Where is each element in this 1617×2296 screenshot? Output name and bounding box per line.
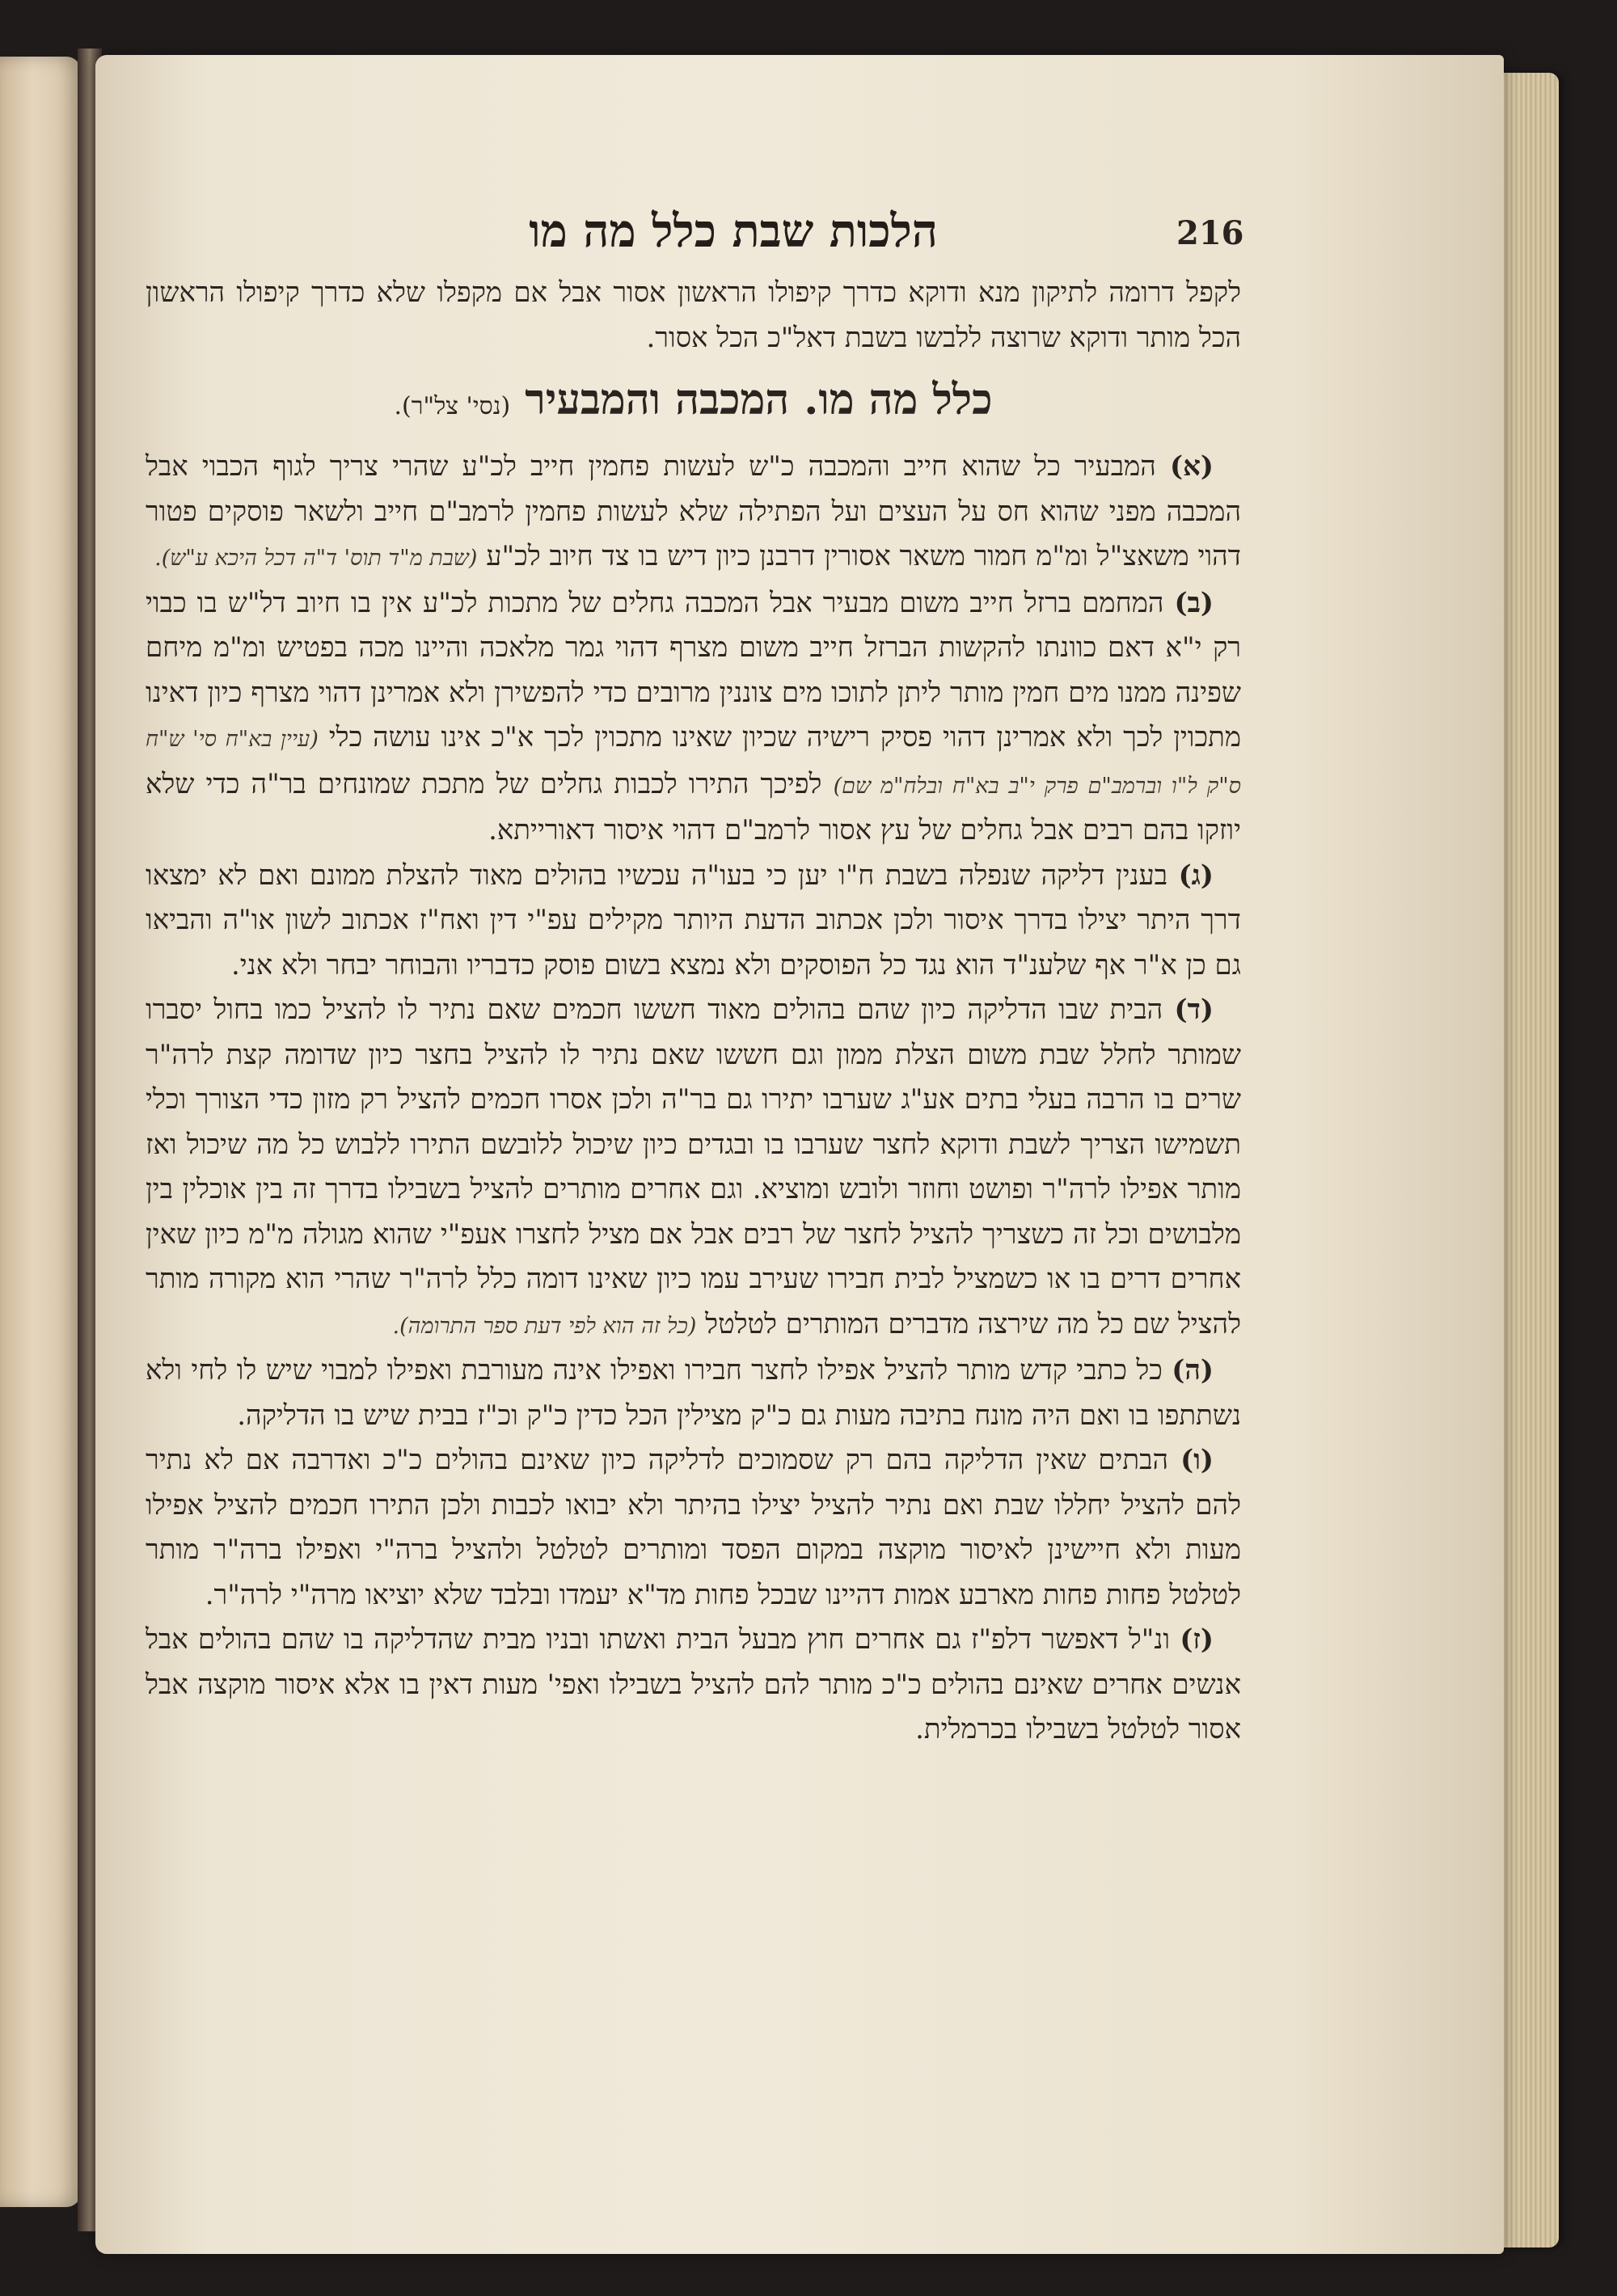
paragraph-text: הבתים שאין הדליקה בהם רק שסמוכים לדליקה כיון שאינם בהולים כ"כ ואדרבה אם לא נתיר להם להציל יחללו שבת ואם נתיר להציל יצילו בהיתר ולא יבואו לכבות ולכן התירו חכמים להציל אפילו מעות ולא חיישינן לאיסור מוקצה במקום הפסד ומותרים לטלטל ולהציל ברה"י ואפילו ברה"ר מותר לטלטל פחות פחות מארבע אמות דהיינו שבכל פחות מד"א יעמדו ובלבד שלא יוציאו מרה"י לרה"ר. <box>146 1444 1241 1611</box>
paragraph-text: המבעיר כל שהוא חייב והמכבה כ"ש לעשות פחמין חייב לכ"ע שהרי צריך לגוף הכבוי אבל המכבה מפני שהוא חס על העצים ועל הפתילה שלא לעשות פחמין לרמב"ם חייב ולשאר פוסקים פטור דהוי משאצ"ל ומ"מ חמור משאר אסורין דרבנן כיון דיש בו צד חיוב לכ"ע <box>146 450 1241 572</box>
paragraph-marker: (ה) <box>1172 1354 1214 1386</box>
paragraph-text: בענין דליקה שנפלה בשבת ח"ו יען כי בעו"ה עכשיו בהולים מאוד להצלת ממונם ואם לא ימצאו דרך היתר יצילו בדרך איסור ולכן אכתוב הדעת היותר מקילים עפ"י דין ואח"ז אכתוב לשון או"ה והביאו גם כן א"ר אף שלענ"ד הוא נגד כל הפוסקים ולא נמצא בשום פוסק כדבריו והבוחר יבחר ולא אני. <box>146 859 1241 981</box>
paragraph-zayin <box>146 1618 1241 1753</box>
intro-paragraph: לקפל דרומה לתיקון מנא ודוקא כדרך קיפולו הראשון אסור אבל אם מקפלו שלא כדרך קיפולו הראשון הכל מותר ודוקא שרוצה ללבשו בשבת דאל"כ הכל אסור. <box>146 276 1241 354</box>
paragraph-bet <box>146 581 1241 854</box>
paragraph-text: המחמם ברזל חייב משום מבעיר אבל המכבה גחלים של מתכות לכ"ע אין בו חיוב דל"ש בו כבוי רק י"א דאם כוונתו להקשות הברזל חייב משום מצרף דהוי גמר מלאכה והיינו מכה בפטיש ומ"מ מיחם שפינה ממנו מים חמין מותר ליתן לתוכו מים צוננין מרובים כדי להפשירן ולא אמרינן דהוי מצרף כיון דאינו מתכוין לכך ולא אמרינן דהוי פסיק רישיה שכיון שאינו מתכוין לכך א"כ אינו עושה כלי <box>146 586 1242 753</box>
paragraph-text: ונ"ל דאפשר דלפ"ז גם אחרים חוץ מבעל הבית ואשתו ובניו מבית שהדליקה בו שהם בהולים אבל אנשים אחרים שאינם בהולים כ"כ מותר להם להציל בשבילו ואפי' מעות דאין בו אלא איסור מוקצה אבל אסור לטלטל בשבילו בכרמלית. <box>146 1623 1241 1745</box>
page-block-edge <box>1502 73 1559 2247</box>
paragraph-alef <box>146 445 1241 581</box>
page-content <box>146 174 1244 1753</box>
section-title-note: (נסי' צל"ר). <box>394 392 511 420</box>
paragraph-reference: (עיין בא"ח סי' ש"ח ס"ק ל"ו וברמב"ם פרק י"ב בא"ח ובלח"מ שם) <box>146 727 1242 799</box>
section-title <box>146 372 1241 435</box>
paragraph-text-continued: לפיכך התירו לכבות גחלים של מתכת שמונחים בר"ה כדי שלא יוזקו בהם רבים אבל גחלים של עץ אסור לרמב"ם דהוי איסור דאורייתא. <box>146 767 1241 846</box>
paragraph-he <box>146 1348 1241 1438</box>
paragraph-reference: (כל זה הוא לפי דעת ספר התרומה). <box>392 1313 697 1339</box>
paragraph-text: כל כתבי קדש מותר להציל אפילו לחצר חבירו ואפילו אינה מעורבת ואפילו למבוי שיש לו לחי ולא נשתתפו בו ואם היה מונח בתיבה מעות גם כ"ק מצילין הכל כדין כ"ק וכ"ז בבית שיש בו הדליקה. <box>146 1354 1241 1432</box>
paragraph-text: הבית שבו הדליקה כיון שהם בהולים מאוד חששו חכמים שאם נתיר לו להציל כמו בחול יסברו שמותר לחלל שבת משום הצלת ממון וגם חששו שאם נתיר לו להציל בחצר כיון שדומה קצת לרה"ר שרים בו הרבה בעלי בתים אע"ג שערבו יתירו גם בר"ה ולכן אסרו חכמים להציל רק מזון כדי הצורך וכלי תשמישו הצריך לשבת ודוקא לחצר שערבו בו ובגדים כיון שיכול ללובשם התירו ללבוש כל מה שיכול ואז מותר אפילו לרה"ר ופושט וחוזר ולובש ומוציא. וגם אחרים מותרים להציל בשבילו בדרך זה בין אוכלין בין מלבושים וכל זה כשצריך להציל לחצר של רבים אבל אם מציל לחצרו אעפ"י שהוא מגולה מ"מ כיון שאין אחרים דרים בו או כשמציל לבית חבירו שעירב עמו כיון שאינו דומה כלל לרה"ר שהרי הוא מקורה מותר להציל שם כל מה שירצה מדברים המותרים לטלטל <box>146 994 1241 1340</box>
paragraph-marker: (א) <box>1169 450 1214 483</box>
page-number: 216 <box>1176 214 1244 252</box>
paragraph-marker: (ז) <box>1180 1623 1214 1656</box>
paragraph-marker: (ו) <box>1180 1444 1214 1476</box>
page-header <box>146 174 1244 271</box>
paragraph-gimel <box>146 854 1241 989</box>
paragraph-reference: (שבת מ"ד תוס' ד"ה דכל היכא ע"ש). <box>154 546 478 571</box>
section-title-text: כלל מה מו. המכבה והמבעיר <box>525 375 993 424</box>
previous-page-edge <box>0 57 81 2207</box>
running-title: הלכות שבת כלל מה מו <box>529 205 938 258</box>
paragraph-marker: (ד) <box>1174 994 1214 1026</box>
paragraph-dalet <box>146 988 1241 1348</box>
paragraph-marker: (ג) <box>1178 859 1214 892</box>
paragraph-marker: (ב) <box>1174 586 1214 619</box>
paragraph-vav <box>146 1438 1241 1618</box>
